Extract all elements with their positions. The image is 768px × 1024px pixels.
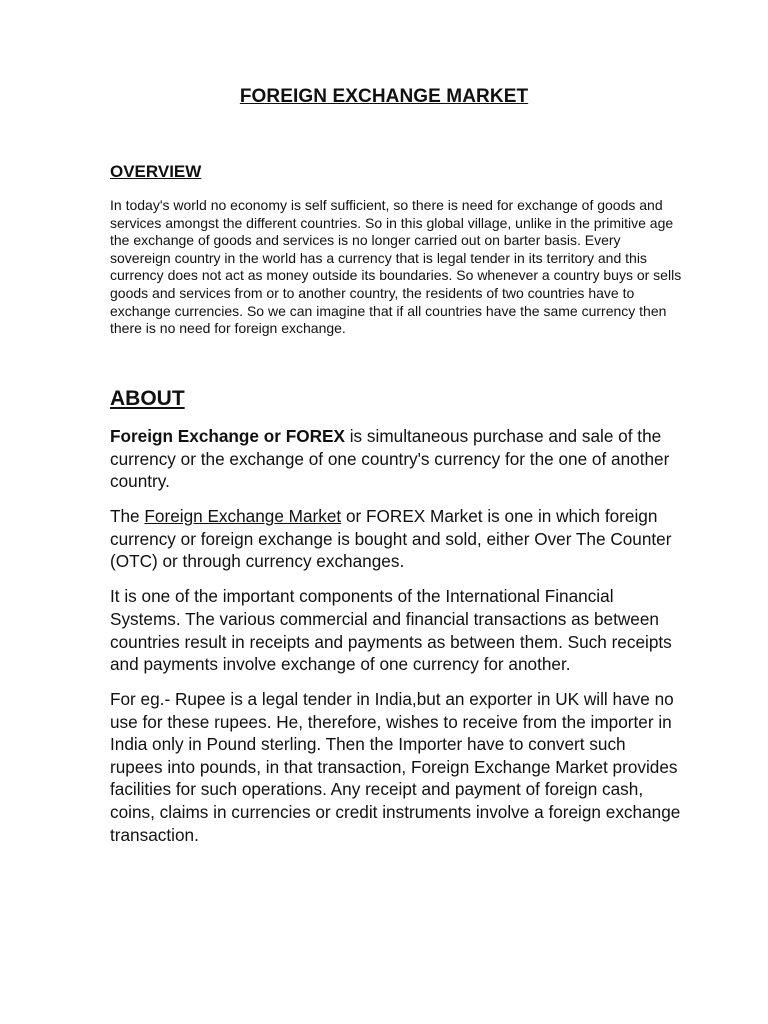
forex-market-text: or FOREX Market is one in which foreign currency or foreign exchange is bought and sold, either Over The Counter (OTC) or through currency exchanges. — [110, 506, 672, 572]
document-title: FOREIGN EXCHANGE MARKET — [239, 86, 529, 107]
overview-heading: OVERVIEW — [110, 162, 202, 181]
foreign-exchange-market-link[interactable]: Foreign Exchange Market — [144, 506, 342, 527]
about-paragraph-forex-market — [110, 505, 682, 573]
about-section — [110, 425, 682, 859]
about-paragraph-components: It is one of the important components of the International Financial Systems. The various commercial and financial transactions as between countries result in receipts and payments as between them. Such receipts and payments involve exchange of one currency for another. — [110, 586, 672, 675]
about-paragraph-example: For eg.- Rupee is a legal tender in India,but an exporter in UK will have no use for these rupees. He, therefore, wishes to receive from the importer in India only in Pound sterling. Then the Importer have to convert such rupees into pounds, in that transaction, Foreign Exchange Market provides facilities for such operations. Any receipt and payment of foreign cash, coins, claims in currencies or credit instruments involve a foreign exchange transaction. — [110, 689, 681, 845]
about-paragraph-forex-definition — [110, 425, 682, 493]
forex-definition-text: is simultaneous purchase and sale of the currency or the exchange of one country's currency for the one of another country. — [110, 426, 670, 492]
about-heading: ABOUT — [110, 387, 185, 410]
forex-term: Foreign Exchange or FOREX — [110, 426, 345, 446]
overview-paragraph: In today's world no economy is self sufficient, so there is need for exchange of goods and services amongst the different countries. So in this global village, unlike in the primitive age the exchange of goods and services is no longer carried out on barter basis. Every sovereign country in the world has a currency that is legal tender in its territory and this currency does not act as money outside its boundaries. So whenever a country buys or sells goods and services from or to another country, the residents of two countries have to exchange currencies. So we can imagine that if all countries have the same currency then there is no need for foreign exchange. — [110, 197, 682, 337]
forex-market-intro: The — [110, 506, 145, 527]
